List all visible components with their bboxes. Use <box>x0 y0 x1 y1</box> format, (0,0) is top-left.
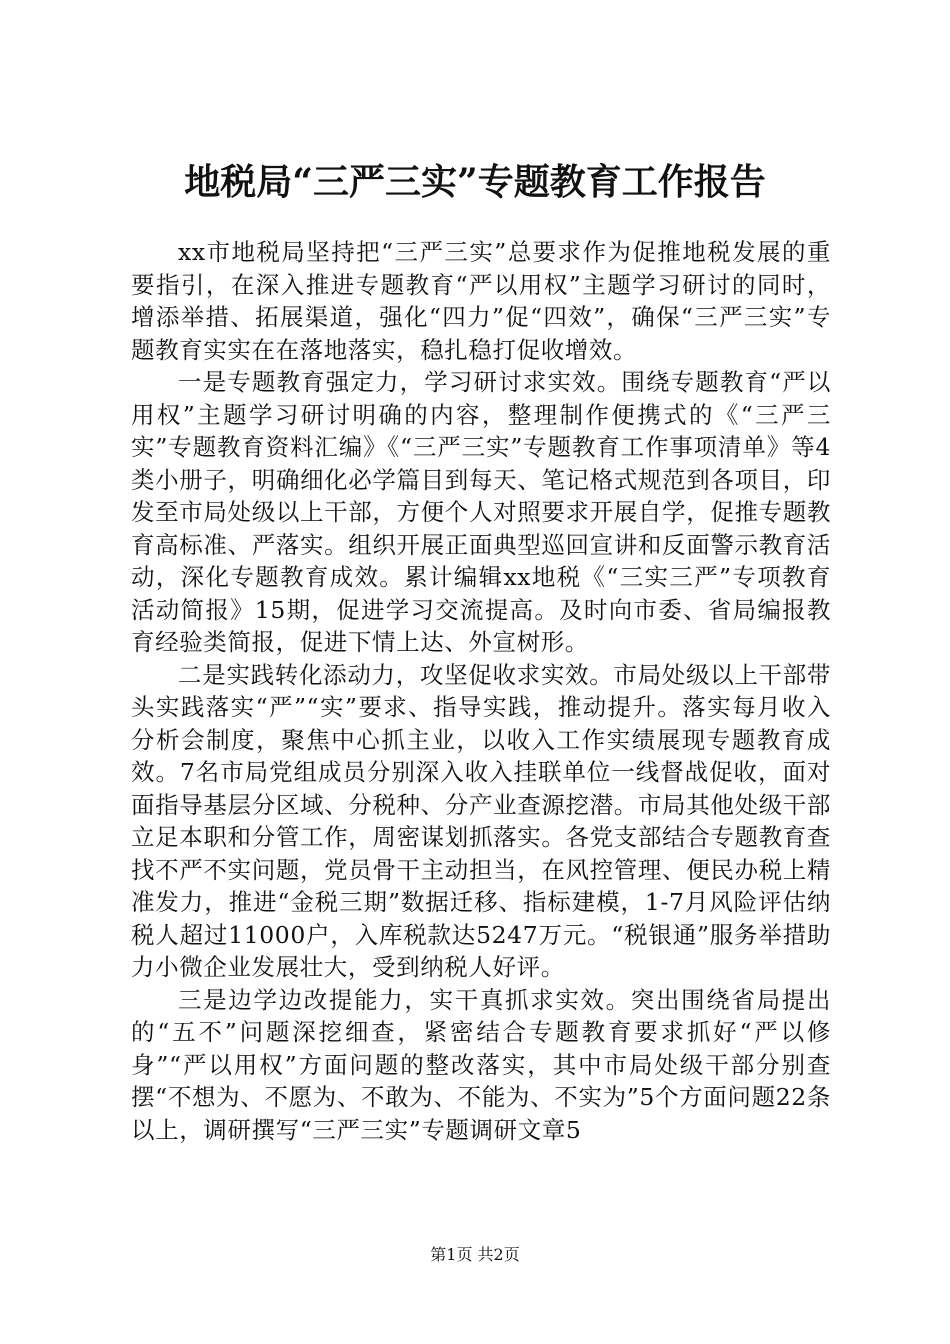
document-title: 地税局“三严三实”专题教育工作报告 <box>184 161 766 203</box>
page-number-footer: 第1页 共2页 <box>430 1245 520 1264</box>
paragraph-point-two: 二是实践转化添动力，攻坚促收求实效。市局处级以上干部带头实践落实“严”“实”要求、指导实践，推动提升。落实每月收入分析会制度，聚焦中心抓主业，以收入工作实绩展现专题教育成效。7名市局党组成员分别深入收入挂联单位一线督战促收，面对面指导基层分区域、分税种、分产业查源挖潜。市局其他处级干部立足本职和分管工作，周密谋划抓落实。各党支部结合专题教育查找不严不实问题，党员骨干主动担当，在风控管理、便民办税上精准发力，推进“金税三期”数据迁移、指标建模，1-7月风险评估纳税人超过11000户，入库税款达5247万元。“税银通”服务举措助力小微企业发展壮大，受到纳税人好评。 <box>131 660 831 981</box>
paragraph-point-three: 三是边学边改提能力，实干真抓求实效。突出围绕省局提出的“五不”问题深挖细查，紧密结合专题教育要求抓好“严以修身”“严以用权”方面问题的整改落实，其中市局处级干部分别查摆“不想为、不愿为、不敢为、不能为、不实为”5个方面问题22条以上，调研撰写“三严三实”专题调研文章5 <box>131 985 831 1144</box>
paragraph-point-one: 一是专题教育强定力，学习研讨求实效。围绕专题教育“严以用权”主题学习研讨明确的内容，整理制作便携式的《“三严三实”专题教育资料汇编》《“三严三实”专题教育工作事项清单》等4类小册子，明确细化必学篇目到每天、笔记格式规范到各项目，印发至市局处级以上干部，方便个人对照要求开展自学，促推专题教育高标准、严落实。组织开展正面典型巡回宣讲和反面警示教育活动，深化专题教育成效。累计编辑xx地税《“三实三严”专项教育活动简报》15期，促进学习交流提高。及时向市委、省局编报教育经验类简报，促进下情上达、外宣树形。 <box>131 368 831 656</box>
document-body <box>131 236 831 1146</box>
paragraph-intro: xx市地税局坚持把“三严三实”总要求作为促推地税发展的重要指引，在深入推进专题教育“严以用权”主题学习研讨的同时，增添举措、拓展渠道，强化“四力”促“四效”，确保“三严三实”专题教育实实在在落地落实，稳扎稳打促收增效。 <box>131 238 831 364</box>
